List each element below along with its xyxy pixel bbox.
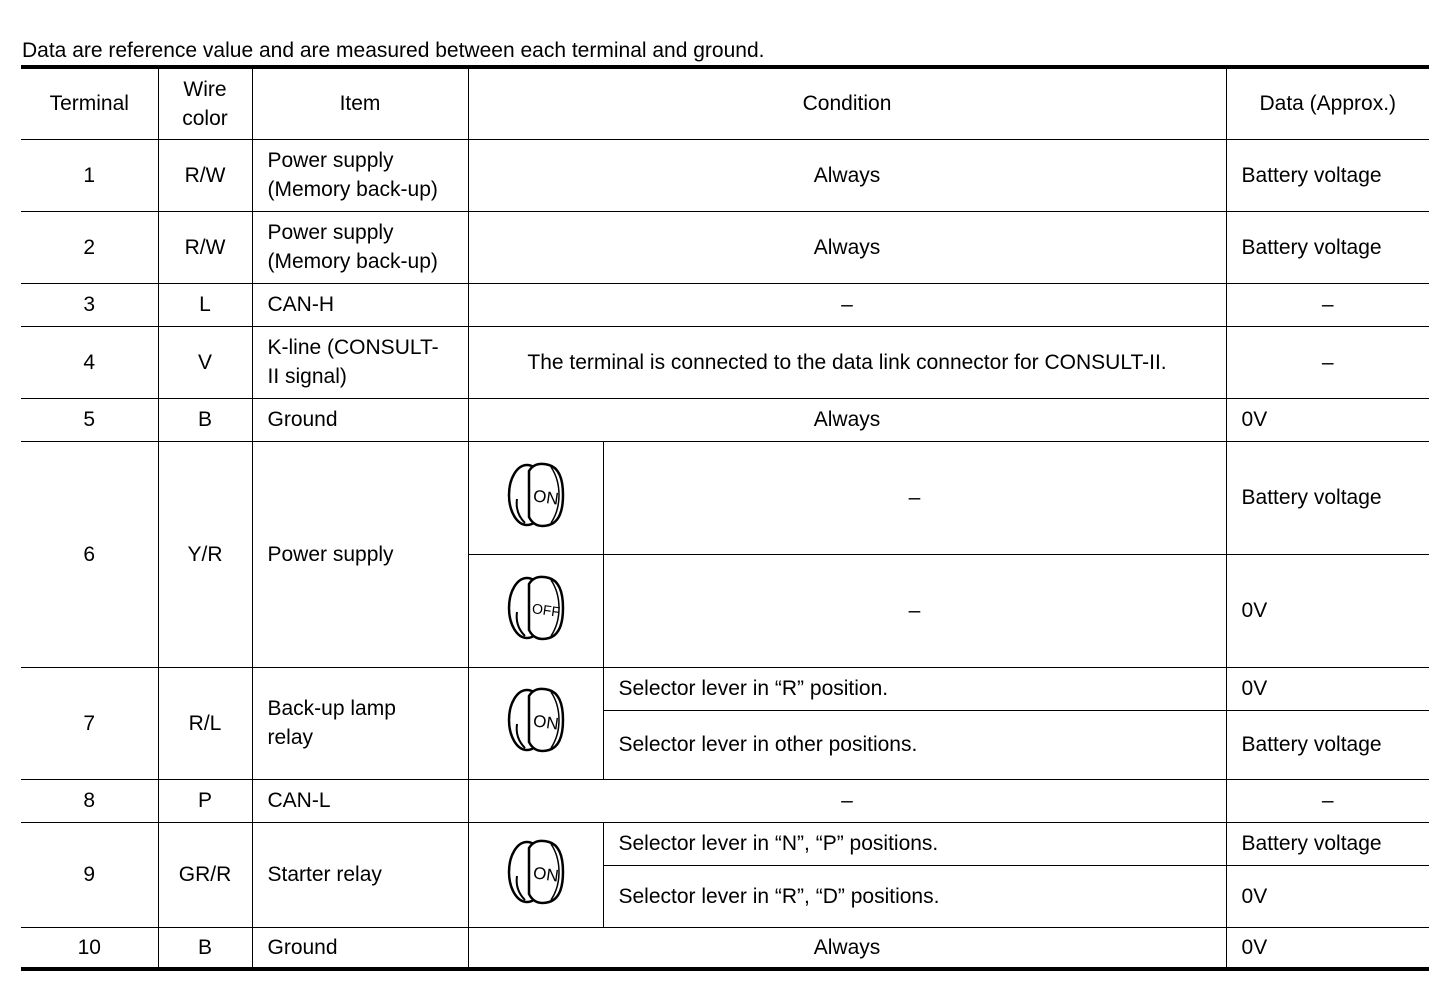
condition-cell: Always bbox=[468, 398, 1226, 441]
condition-cell: – bbox=[603, 554, 1226, 667]
svg-text:ON: ON bbox=[531, 711, 560, 734]
data-cell: 0V bbox=[1226, 667, 1429, 710]
ignition-off-icon bbox=[505, 564, 567, 658]
wire-cell: B bbox=[158, 927, 252, 969]
table-row bbox=[21, 139, 1429, 211]
condition-cell: – bbox=[603, 441, 1226, 554]
wire-cell: R/W bbox=[158, 139, 252, 211]
item-cell: CAN-H bbox=[252, 283, 468, 326]
condition-cell: – bbox=[468, 779, 1226, 822]
condition-cell: Always bbox=[468, 139, 1226, 211]
item-cell: Power supply (Memory back-up) bbox=[252, 211, 468, 283]
data-cell: – bbox=[1226, 283, 1429, 326]
table-row bbox=[21, 822, 1429, 865]
condition-cell: Always bbox=[468, 927, 1226, 969]
data-cell: – bbox=[1226, 326, 1429, 398]
table-row bbox=[21, 779, 1429, 822]
item-cell: K-line (CONSULT- II signal) bbox=[252, 326, 468, 398]
data-cell: Battery voltage bbox=[1226, 441, 1429, 554]
table-row bbox=[21, 927, 1429, 969]
item-cell: Power supply (Memory back-up) bbox=[252, 139, 468, 211]
terminal-cell: 5 bbox=[21, 398, 158, 441]
table-row bbox=[21, 398, 1429, 441]
data-cell: – bbox=[1226, 779, 1429, 822]
terminal-cell: 10 bbox=[21, 927, 158, 969]
data-cell: 0V bbox=[1226, 398, 1429, 441]
data-cell: Battery voltage bbox=[1226, 822, 1429, 865]
condition-cell: – bbox=[468, 283, 1226, 326]
item-cell: Starter relay bbox=[252, 822, 468, 927]
wire-cell: V bbox=[158, 326, 252, 398]
data-cell: Battery voltage bbox=[1226, 710, 1429, 779]
wire-cell: R/W bbox=[158, 211, 252, 283]
ignition-on-icon bbox=[505, 451, 567, 545]
table-row bbox=[21, 283, 1429, 326]
header-wire-color: Wire color bbox=[158, 67, 252, 139]
ignition-switch-cell bbox=[468, 667, 603, 779]
svg-text:ON: ON bbox=[531, 862, 560, 886]
ignition-on-icon bbox=[505, 676, 567, 770]
wire-cell: L bbox=[158, 283, 252, 326]
ignition-switch-cell bbox=[468, 441, 603, 554]
wire-cell: Y/R bbox=[158, 441, 252, 667]
terminal-cell: 7 bbox=[21, 667, 158, 779]
item-cell: CAN-L bbox=[252, 779, 468, 822]
item-cell: Ground bbox=[252, 927, 468, 969]
data-cell: 0V bbox=[1226, 554, 1429, 667]
header-row bbox=[21, 67, 1429, 139]
terminal-cell: 8 bbox=[21, 779, 158, 822]
wire-cell: P bbox=[158, 779, 252, 822]
header-item: Item bbox=[252, 67, 468, 139]
terminal-cell: 2 bbox=[21, 211, 158, 283]
data-cell: Battery voltage bbox=[1226, 139, 1429, 211]
condition-cell: Selector lever in “N”, “P” positions. bbox=[603, 822, 1226, 865]
table-row bbox=[21, 211, 1429, 283]
wire-cell: B bbox=[158, 398, 252, 441]
ignition-switch-cell bbox=[468, 554, 603, 667]
terminal-cell: 3 bbox=[21, 283, 158, 326]
condition-cell: Always bbox=[468, 211, 1226, 283]
svg-text:ON: ON bbox=[531, 485, 560, 509]
item-cell: Ground bbox=[252, 398, 468, 441]
table-row bbox=[21, 441, 1429, 554]
item-cell: Power supply bbox=[252, 441, 468, 667]
header-terminal: Terminal bbox=[21, 67, 158, 139]
terminal-cell: 6 bbox=[21, 441, 158, 667]
header-condition: Condition bbox=[468, 67, 1226, 139]
item-cell: Back-up lamp relay bbox=[252, 667, 468, 779]
table-row bbox=[21, 326, 1429, 398]
table-row bbox=[21, 667, 1429, 710]
wire-cell: R/L bbox=[158, 667, 252, 779]
svg-text:OFF: OFF bbox=[530, 599, 561, 620]
condition-cell: Selector lever in “R”, “D” positions. bbox=[603, 865, 1226, 927]
terminal-data-table bbox=[21, 65, 1429, 971]
condition-cell: Selector lever in other positions. bbox=[603, 710, 1226, 779]
condition-cell: Selector lever in “R” position. bbox=[603, 667, 1226, 710]
terminal-cell: 4 bbox=[21, 326, 158, 398]
data-cell: 0V bbox=[1226, 927, 1429, 969]
terminal-cell: 9 bbox=[21, 822, 158, 927]
table-caption: Data are reference value and are measured between each terminal and ground. bbox=[22, 39, 765, 62]
condition-cell: The terminal is connected to the data link connector for CONSULT-II. bbox=[468, 326, 1226, 398]
terminal-cell: 1 bbox=[21, 139, 158, 211]
ignition-on-icon bbox=[505, 828, 567, 922]
data-cell: Battery voltage bbox=[1226, 211, 1429, 283]
ignition-switch-cell bbox=[468, 822, 603, 927]
data-cell: 0V bbox=[1226, 865, 1429, 927]
header-data: Data (Approx.) bbox=[1226, 67, 1429, 139]
wire-cell: GR/R bbox=[158, 822, 252, 927]
